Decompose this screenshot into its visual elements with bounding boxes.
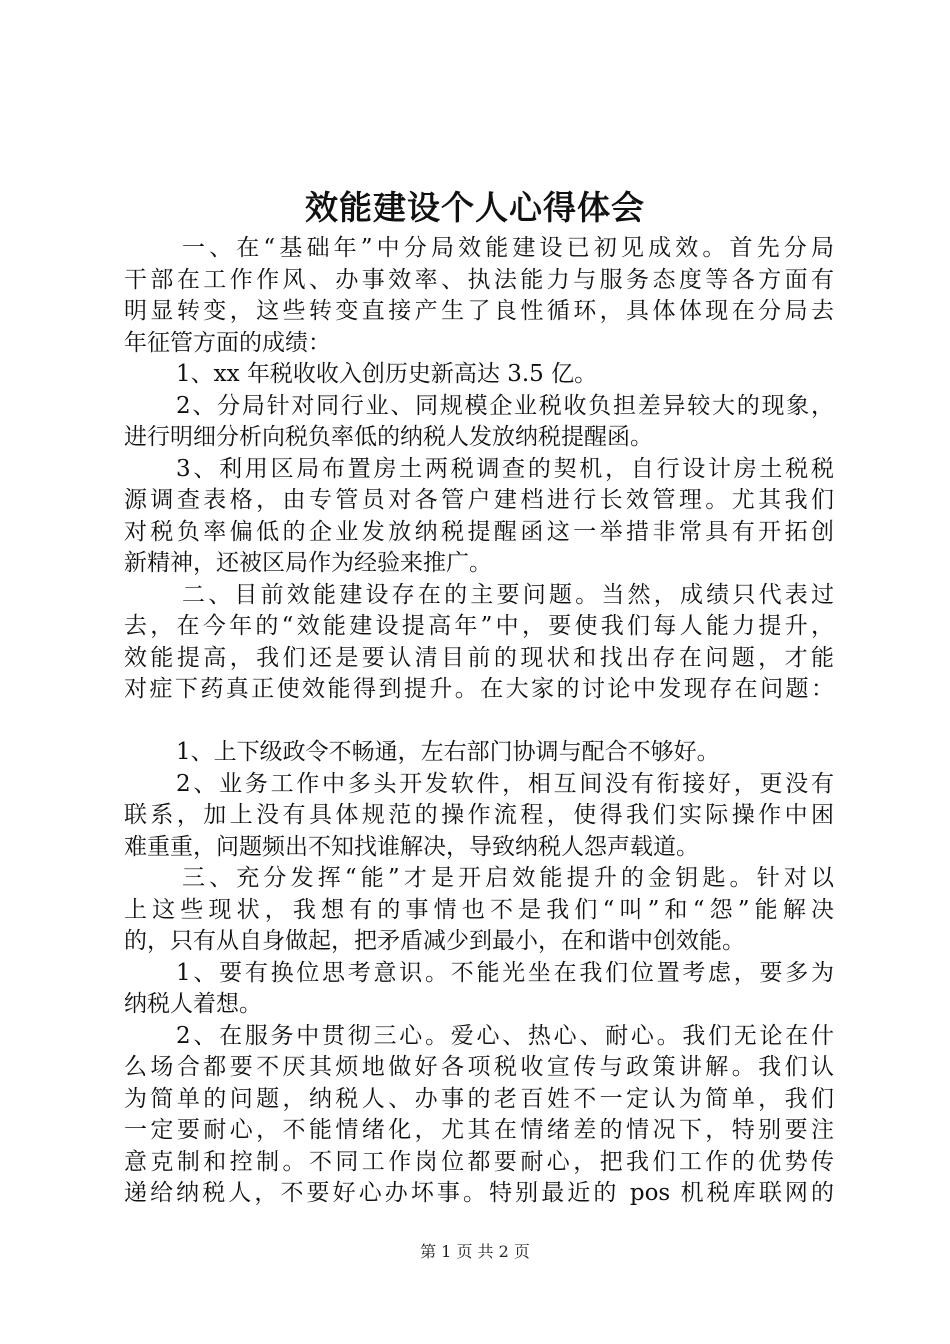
blank-line <box>124 706 834 738</box>
text-line: 联系，加上没有具体规范的操作流程，使得我们实际操作中困 <box>124 802 834 828</box>
text-line: 二、目前效能建设存在的主要问题。当然，成绩只代表过 <box>182 581 834 608</box>
text-line: 递给纳税人，不要好心办坏事。特别最近的 pos 机税库联网的 <box>124 1180 834 1206</box>
text-line: 进行明细分析向税负率低的纳税人发放纳税提醒函。 <box>124 424 653 450</box>
text-line: 对税负率偏低的企业发放纳税提醒函这一举措非常具有开拓创 <box>124 518 834 545</box>
text-line: 的，只有从自身做起，把矛盾减少到最小，在和谐中创效能。 <box>124 928 745 954</box>
text-line: 2、分局针对同行业、同规模企业税收负担差异较大的现象， <box>176 392 834 419</box>
text-line: 效能提高，我们还是要认清目前的现状和找出存在问题，才能 <box>124 644 834 671</box>
text-line: 一、在“基础年”中分局效能建设已初见成效。首先分局 <box>182 235 834 261</box>
text-line: 1、要有换位思考意识。不能光坐在我们位置考虑，要多为 <box>176 959 834 986</box>
text-line: 难重重，问题频出不知找谁解决，导致纳税人怨声载道。 <box>124 833 699 860</box>
document-body <box>124 233 834 1210</box>
text-line: 上这些现状，我想有的事情也不是我们“叫”和“怨”能解决 <box>124 896 834 923</box>
page-footer: 第 1 页 共 2 页 <box>420 1242 530 1261</box>
text-line: 为简单的问题，纳税人、办事的老百姓不一定认为简单，我们 <box>124 1085 834 1112</box>
text-line: 1、上下级政令不畅通，左右部门协调与配合不够好。 <box>176 739 720 765</box>
text-line: 干部在工作作风、办事效率、执法能力与服务态度等各方面有 <box>124 266 834 293</box>
text-line: 年征管方面的成绩： <box>124 329 331 356</box>
text-line: 明显转变，这些转变直接产生了良性循环，具体体现在分局去 <box>124 298 834 324</box>
text-line: 3、利用区局布置房土两税调查的契机，自行设计房土税税 <box>176 455 834 482</box>
text-line: 意克制和控制。不同工作岗位都要耐心，把我们工作的优势传 <box>124 1148 834 1175</box>
text-line: 1、xx 年税收收入创历史新高达 3.5 亿。 <box>176 361 598 387</box>
text-line: 去，在今年的“效能建设提高年”中，要使我们每人能力提升， <box>124 613 834 639</box>
text-line: 纳税人着想。 <box>124 991 262 1017</box>
text-line: 对症下药真正使效能得到提升。在大家的讨论中发现存在问题： <box>124 676 834 702</box>
text-line: 新精神，还被区局作为经验来推广。 <box>124 550 492 576</box>
text-line: 么场合都要不厌其烦地做好各项税收宣传与政策讲解。我们认 <box>124 1054 834 1080</box>
text-line: 2、业务工作中多头开发软件，相互间没有衔接好，更没有 <box>176 770 834 797</box>
text-line: 三、充分发挥“能”才是开启效能提升的金钥匙。针对以 <box>182 865 834 891</box>
text-line: 一定要耐心，不能情绪化，尤其在情绪差的情况下，特别要注 <box>124 1117 834 1143</box>
document-title: 效能建设个人心得体会 <box>305 188 645 227</box>
text-line: 源调查表格，由专管员对各管户建档进行长效管理。尤其我们 <box>124 487 834 513</box>
text-line: 2、在服务中贯彻三心。爱心、热心、耐心。我们无论在什 <box>176 1022 834 1049</box>
